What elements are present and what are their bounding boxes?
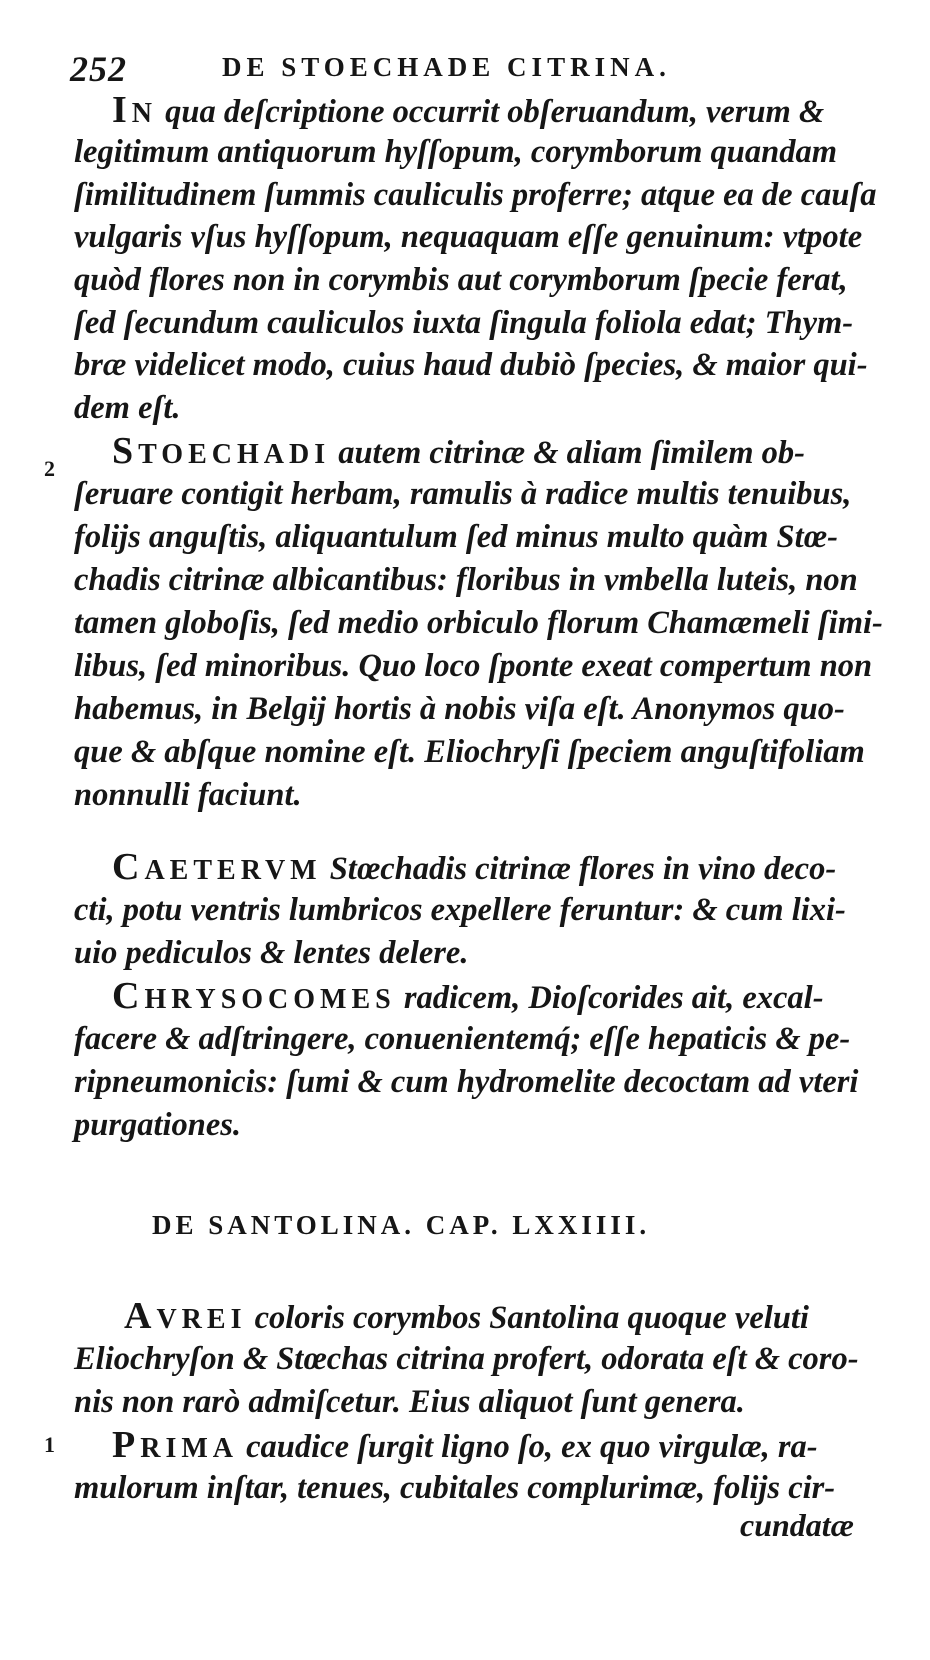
text-line: quòd flores non in corymbis aut corymborum ſpecie ferat, [74, 262, 848, 298]
text-line: vulgaris vſus hyſſopum, nequaquam eſſe genuinum: vtpote [74, 219, 863, 255]
page-number: 252 [70, 49, 127, 89]
text-line: ſed ſecundum cauliculos iuxta ſingula foliola edat; Thym- [74, 305, 854, 341]
text-line: mulorum inſtar, tenues, cubitales complurimæ, folijs cir- [74, 1470, 836, 1506]
text-line: purgationes. [74, 1107, 242, 1143]
text-line: cti, potu ventris lumbricos expellere feruntur: & cum lixi- [74, 892, 846, 928]
text-line: uio pediculos & lentes delere. [74, 935, 469, 971]
text-line: bræ videlicet modo, cuius haud dubiò ſpecies, & maior qui- [74, 347, 868, 383]
text-line: nis non rarò admiſcetur. Eius aliquot ſunt genera. [74, 1384, 745, 1420]
text-line: nonnulli faciunt. [74, 777, 302, 813]
text-line: CHRYSOCOMES radicem, Dioſcorides ait, excal- [112, 975, 824, 1017]
text-line: tamen globoſis, ſed medio orbiculo florum Chamæmeli ſimi- [74, 605, 883, 641]
margin-note-number: 2 [44, 456, 55, 481]
text-line: ſeruare contigit herbam, ramulis à radice multis tenuibus, [74, 476, 852, 512]
text-line: ſimilitudinem ſummis cauliculis proferre; atque ea de cauſa [74, 177, 877, 213]
catchword: cundatæ [740, 1507, 854, 1543]
text-line: STOECHADI autem citrinæ & aliam ſimilem ob- [112, 430, 805, 472]
text-line: que & abſque nomine eſt. Eliochryſi ſpeciem anguſtifoliam [74, 734, 865, 770]
text-line: CAETERVM Stœchadis citrinæ flores in vino deco- [112, 846, 837, 888]
text-line: PRIMA caudice ſurgit ligno ſo, ex quo virgulæ, ra- [112, 1424, 818, 1466]
text-line: legitimum antiquorum hyſſopum, corymborum quandam [74, 134, 837, 170]
margin-note-number: 1 [44, 1432, 55, 1457]
text-line: AVREI coloris corymbos Santolina quoque veluti [124, 1295, 809, 1337]
text-line: ripneumonicis: ſumi & cum hydromelite decoctam ad vteri [74, 1064, 859, 1100]
page-header [70, 48, 870, 92]
text-line: Eliochryſon & Stœchas citrina profert, odorata eſt & coro- [74, 1341, 859, 1377]
text-line: chadis citrinæ albicantibus: floribus in vmbella luteis, non [74, 562, 858, 598]
chapter-heading: DE SANTOLINA. CAP. LXXIIII. [152, 1210, 651, 1240]
text-line: dem eſt. [74, 390, 181, 426]
running-title: DE STOECHADE CITRINA. [222, 52, 671, 82]
text-line: IN qua deſcriptione occurrit obſeruandum, verum & [112, 89, 825, 131]
text-line: habemus, in Belgij hortis à nobis viſa eſt. Anonymos quo- [74, 691, 845, 727]
text-line: facere & adſtringere, conuenientemq́; eſſe hepaticis & pe- [74, 1021, 851, 1057]
text-line: libus, ſed minoribus. Quo loco ſponte exeat compertum non [74, 648, 873, 684]
text-line: folijs anguſtis, aliquantulum ſed minus multo quàm Stœ- [74, 519, 838, 555]
